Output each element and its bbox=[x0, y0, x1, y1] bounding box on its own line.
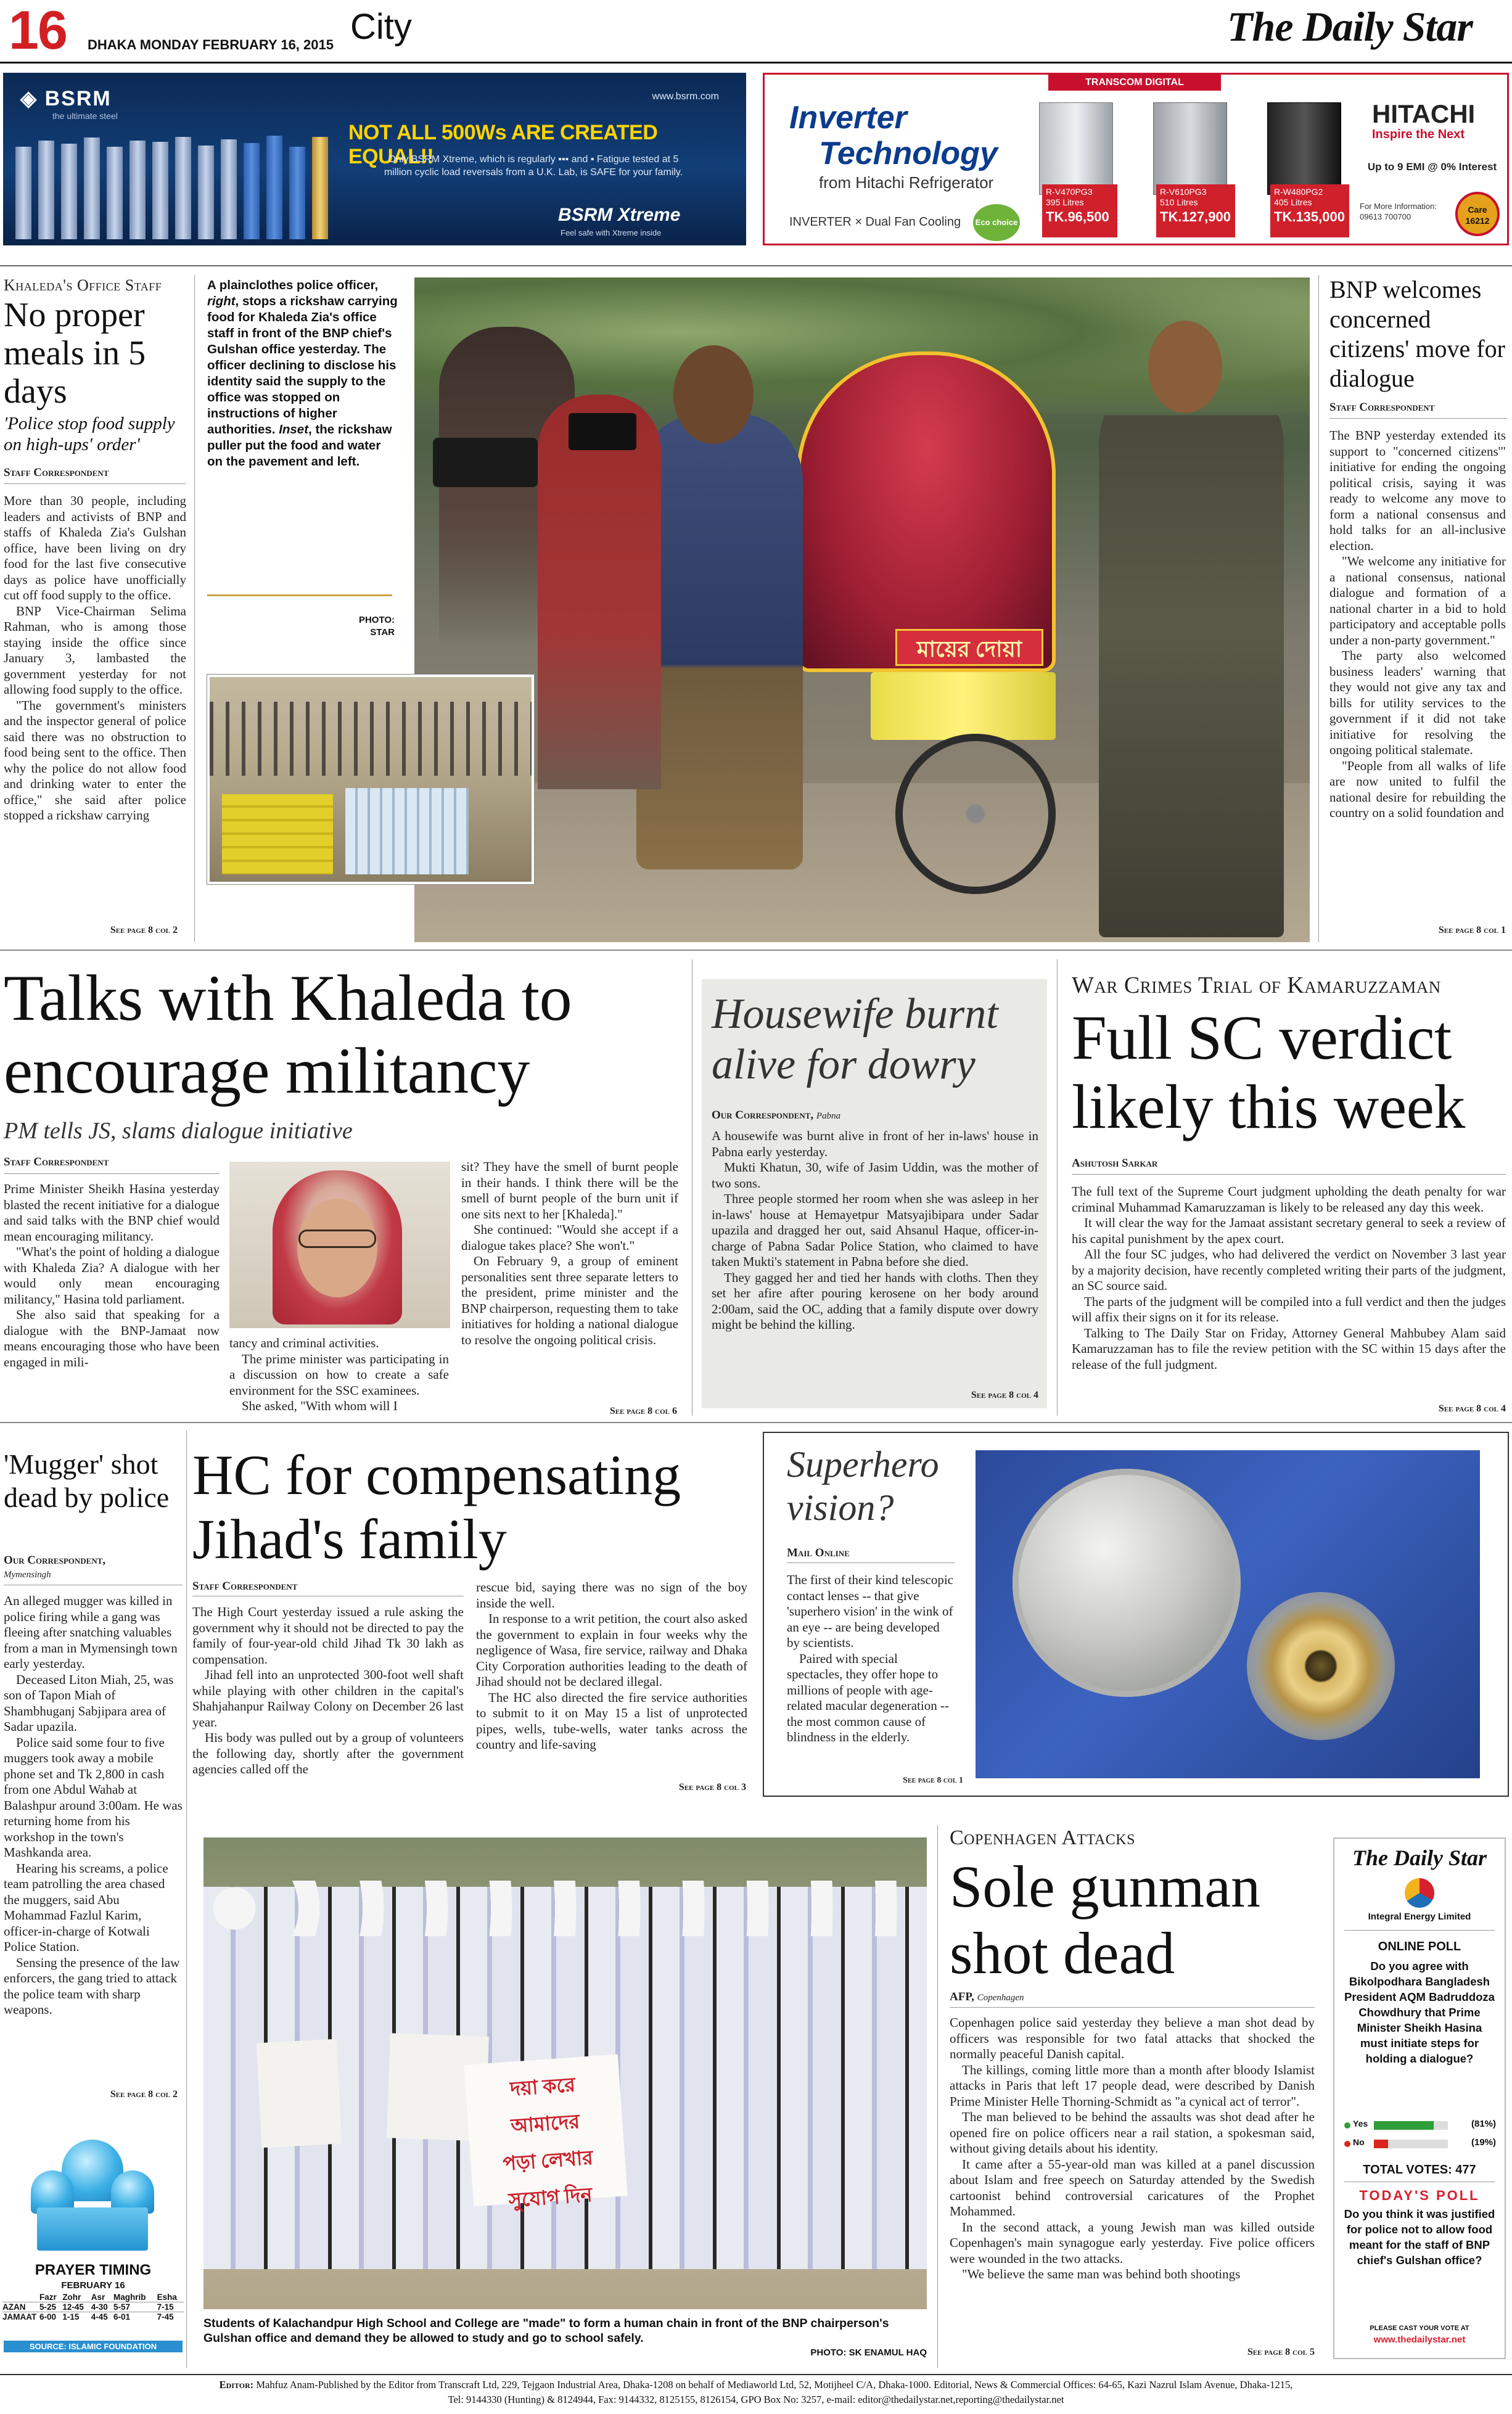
camera-2 bbox=[569, 413, 636, 450]
hitachi-ad[interactable] bbox=[763, 73, 1509, 245]
cameraman-2 bbox=[538, 395, 661, 789]
rickshaw-wheel bbox=[895, 734, 1056, 894]
portrait-glasses bbox=[298, 1230, 376, 1248]
footer-rule bbox=[0, 2374, 1512, 2375]
main-photo-caption bbox=[207, 277, 400, 470]
poll-yes-label: Yes bbox=[1353, 2119, 1368, 2129]
today-poll-title: TODAY'S POLL bbox=[1359, 2188, 1480, 2203]
meals-kicker: Khaleda's Office Staff bbox=[4, 276, 162, 294]
students-photo bbox=[203, 1837, 927, 2309]
placard-main bbox=[464, 2055, 627, 2212]
meals-byline: Staff Correspondent bbox=[4, 466, 109, 479]
copenhagen-headline: Sole gunman shot dead bbox=[950, 1854, 1260, 1986]
copenhagen-byline-rule bbox=[950, 2007, 1315, 2008]
sc-headline: Full SC verdict likely this week bbox=[1072, 1003, 1465, 1142]
bsrm-logo: ◈ BSRM bbox=[20, 87, 112, 110]
prayer-azan-row: AZAN 5-25 12-45 4-30 5-57 7-15 bbox=[2, 2302, 184, 2312]
poll-total: TOTAL VOTES: 477 bbox=[1363, 2163, 1476, 2177]
today-poll-question: Do you think it was justified for police not to allow food meant for the staff of BNP chief's Gulshan office? bbox=[1344, 2207, 1495, 2267]
bnp-byline-rule bbox=[1329, 418, 1507, 419]
portrait-face bbox=[297, 1199, 377, 1297]
inverter-title-1: Inverter bbox=[789, 100, 907, 136]
caption-text: A plainclothes police officer, bbox=[207, 278, 379, 292]
talks-col-3: sit? They have the smell of burnt people in their hands. I think there will be the smell of burnt people of the burn unit if one sits next to her [Khaleda]." She continued: "Would she accept if a dialogue takes place? She won't." On February 9, a group of eminent personalities sent three separate letters to the president, prime minister and the BNP chairperson, requesting them to take initiatives for holding a national dialogue to resolve the ongoing political crisis. bbox=[461, 1159, 678, 1347]
meals-deck: 'Police stop food supply on high-ups' order' bbox=[4, 414, 175, 454]
col-rule-4 bbox=[1057, 959, 1058, 1416]
housewife-jump[interactable]: See page 8 col 4 bbox=[971, 1390, 1038, 1400]
meals-headline: No proper meals in 5 days bbox=[4, 296, 146, 411]
housewife-headline: Housewife burnt alive for dowry bbox=[712, 990, 998, 1088]
poll-yes-track bbox=[1374, 2121, 1448, 2130]
caption-rule bbox=[207, 594, 392, 596]
bsrm-url: www.bsrm.com bbox=[652, 91, 719, 102]
poll-no-dot bbox=[1344, 2141, 1350, 2147]
prayer-table bbox=[2, 2293, 184, 2322]
mugger-byline: Our Correspondent, Mymensingh bbox=[4, 1554, 106, 1580]
superhero-jump[interactable]: See page 8 col 1 bbox=[903, 1776, 963, 1785]
bsrm-product: BSRM Xtreme bbox=[558, 205, 681, 225]
officer-head bbox=[1148, 321, 1222, 413]
poll-sponsor-rule bbox=[1344, 1930, 1495, 1931]
poll-question: Do you agree with Bikolpodhara Bangladesh President AQM Badruddoza Chowdhury that Prime Minister Sheikh Hasina must initiate steps for holding a dialogue? bbox=[1344, 1960, 1495, 2065]
prayer-title: PRAYER TIMING bbox=[35, 2262, 152, 2278]
page-number: 16 bbox=[9, 0, 67, 60]
superhero-headline: Superhero vision? bbox=[787, 1444, 939, 1528]
housewife-body: A housewife was burnt alive in front of her in-laws' house in Pabna early yesterday. Mukti Khatun, 30, wife of Jasim Uddin, was the mother of two sons. Three people stormed her room when she was asleep in her in-laws' house at Hemayetpur Matsyajibipara under Sadar upazila and dragged her out, said Ahsanul Haque, officer-in-charge of Pabna Sadar Police Station, who claimed to have taken Mukti's statement in Pabna before she died. They gagged her and tied her hands with cloths. Then they set her afire after pouring kerosene on her body around 2:00am, said the OC, adding that a family dispute over dowry might be behind the killing. bbox=[712, 1128, 1038, 1332]
hitachi-info: For More Information: 09613 700700 bbox=[1360, 202, 1437, 221]
superhero-body: The first of their kind telescopic contact lenses -- that give 'superhero vision' in the wink of an eye -- are being developed by scientists. Paired with special spectacles, they offer hope to millions of people with age-related macular degeneration -- the most common cause of blindness in the elderly. bbox=[787, 1572, 953, 1744]
quarter-coin bbox=[1013, 1469, 1241, 1697]
caption-text: , the rickshaw puller put the food and water on the pavement and left. bbox=[207, 422, 392, 469]
talks-deck: PM tells JS, slams dialogue initiative bbox=[4, 1118, 353, 1144]
rickshaw-painted-text: মায়ের দোয়া bbox=[895, 629, 1043, 666]
hc-col-1: The High Court yesterday issued a rule asking the government why it should not be directed to pay the family of four-year-old child Jihad Tk 30 lakh as compensation. Jihad fell into an unprotected 300-foot well shaft while playing with other children in the capital's Shahjahanpur Railway Colony on December 26 last year. His body was pulled out by a group of volunteers the following day, shortly after the government agencies called off the bbox=[192, 1604, 464, 1776]
fridge-2 bbox=[1153, 102, 1227, 195]
transcom-label: TRANSCOM DIGITAL bbox=[1048, 75, 1221, 91]
caption-emphasis: right bbox=[207, 294, 236, 308]
mosque-base bbox=[37, 2207, 148, 2251]
poll-yes-pct: (81%) bbox=[1471, 2119, 1496, 2129]
col-rule-2 bbox=[1318, 275, 1319, 942]
inverter-features: INVERTER × Dual Fan Cooling bbox=[789, 215, 961, 229]
poll-yes-dot bbox=[1344, 2122, 1350, 2129]
meals-byline-rule bbox=[4, 483, 186, 484]
sc-kicker: War Crimes Trial of Kamaruzzaman bbox=[1072, 972, 1441, 998]
hc-jump[interactable]: See page 8 col 3 bbox=[678, 1782, 746, 1792]
hc-headline: HC for compensating Jihad's family bbox=[192, 1443, 681, 1570]
rickshaw-hood bbox=[797, 351, 1056, 672]
mugger-headline: 'Mugger' shot dead by police bbox=[4, 1448, 170, 1513]
puller-head bbox=[673, 345, 754, 444]
placard-line-2: পড়া লেখার bbox=[502, 2146, 594, 2175]
inverter-title-2: Technology bbox=[819, 136, 998, 171]
poll-no-pct: (19%) bbox=[1471, 2137, 1496, 2148]
bnp-byline: Staff Correspondent bbox=[1329, 401, 1435, 414]
sc-byline-rule bbox=[1072, 1174, 1506, 1175]
meals-jump[interactable]: See page 8 col 2 bbox=[110, 925, 178, 935]
students-heads bbox=[203, 1881, 927, 1936]
poll-cast-url[interactable]: www.thedailystar.net bbox=[1373, 2334, 1466, 2345]
students-photo-credit: PHOTO: SK ENAMUL HAQ bbox=[810, 2347, 927, 2358]
officer-figure bbox=[1099, 370, 1284, 937]
hasina-portrait bbox=[229, 1162, 450, 1328]
col-rule-6 bbox=[937, 1825, 938, 2368]
talks-byline-rule bbox=[4, 1173, 220, 1174]
mugger-jump[interactable]: See page 8 col 2 bbox=[110, 2089, 178, 2100]
meals-body: More than 30 people, including leaders and activists of BNP and staffs of Khaleda Zia's Gulshan office, have been living on dry food for the last five consecutive days as police have unofficially cut off food supply to the office. BNP Vice-Chairman Selima Rahman, who is among those staying inside the office since January 3, lambasted the government yesterday for not allowing food supply to the office. "The government's ministers and the inspector general of police said there was no obstruction to food being sent to the office. Then why the police do not allow food and drinking water to enter the office," she said after police stopped a rickshaw carrying bbox=[4, 493, 186, 823]
telescopic-lens bbox=[1247, 1592, 1395, 1740]
row-rule-2 bbox=[0, 1422, 1512, 1423]
mosque-icon bbox=[25, 2103, 160, 2257]
paper-logo: The Daily Star bbox=[1227, 3, 1473, 50]
section-name: City bbox=[350, 7, 412, 47]
mugger-body: An alleged mugger was killed in police firing while a gang was fleeing after snatching valuables from a man in Mymensingh town early yesterday. Deceased Liton Miah, 25, was son of Tapon Miah of Shambhuganj Sabjipara area of Sadar upazila. Police said some four to five muggers took away a mobile phone set and Tk 2,800 in cash from one Abdul Wahab at Balashpur around 3:00am. He was returning home from his workshop in the town's Mashkanda area. Hearing his screams, a police team patrolling the area chased the muggers, said Abu Mohammad Fazlul Karim, officer-in-charge of Kotwali Police Station. Sensing the presence of the law enforcers, the gang tried to attack the police team with sharp weapons. bbox=[4, 1593, 183, 2017]
poll-cast-note: PLEASE CAST YOUR VOTE AT bbox=[1370, 2325, 1469, 2332]
poll-logo: The Daily Star bbox=[1352, 1845, 1487, 1870]
poll-sponsor: Integral Energy Limited bbox=[1368, 1911, 1471, 1922]
bsrm-tagline: the ultimate steel bbox=[52, 111, 118, 121]
caption-text: , stops a rickshaw carrying food for Khaleda Zia's office staff in front of the BNP chief's Gulshan office yesterday. The officer declining to disclose his identity said the supply to the office was stopped on instructions of higher authorities. bbox=[207, 294, 398, 437]
sponsor-logo-icon bbox=[1405, 1878, 1434, 1908]
inset-photo bbox=[207, 675, 534, 884]
placard-line-1: দয়া করে আমাদের bbox=[509, 2073, 581, 2137]
hc-byline: Staff Correspondent bbox=[192, 1580, 298, 1593]
copenhagen-byline: AFP, Copenhagen bbox=[950, 1990, 1024, 2003]
talks-col-2: tancy and criminal activities. The prime minister was participating in a discussion on how to create a safe environment for the SSC examinees. She asked, "With whom will I bbox=[229, 1336, 449, 1413]
hitachi-logo: HITACHI bbox=[1372, 99, 1476, 128]
placard-1 bbox=[257, 2039, 342, 2148]
row-rule-1 bbox=[0, 950, 1512, 951]
superhero-byline-rule bbox=[787, 1562, 955, 1563]
copenhagen-kicker: Copenhagen Attacks bbox=[950, 1826, 1135, 1849]
footer-imprint-2: Tel: 9144330 (Hunting) & 8124944, Fax: 9144332, 8125155, 8126154, GPO Box No: 3257, e-mail: editor@thedailystar.net,reporting@thedailystar.net bbox=[448, 2394, 1064, 2405]
talks-jump[interactable]: See page 8 col 6 bbox=[609, 1406, 677, 1416]
main-photo-credit: PHOTO: STAR bbox=[358, 615, 395, 638]
col-rule-5 bbox=[186, 1431, 187, 2368]
contact-lens-photo bbox=[976, 1450, 1480, 1778]
hitachi-tagline: Inspire the Next bbox=[1372, 128, 1465, 141]
model-tag-3: R-W480PG2 405 Litres TK.135,000 bbox=[1270, 184, 1349, 237]
bsrm-product-tag: Feel safe with Xtreme inside bbox=[561, 228, 662, 237]
model-tag-1: R-V470PG3 395 Litres TK.96,500 bbox=[1042, 184, 1117, 237]
masthead-rule bbox=[0, 62, 1512, 64]
students-caption: Students of Kalachandpur High School and College are "made" to form a human chain in front of the BNP chairperson's Gulshan office and demand they be allowed to study and go to school safely. PHOTO: SK ENAMUL HAQ bbox=[203, 2316, 927, 2360]
inset-railing bbox=[210, 702, 534, 776]
poll-no-row bbox=[1344, 2137, 1496, 2152]
copenhagen-body: Copenhagen police said yesterday they believe a man shot dead by officers was responsible for two fatal attacks that shocked the normally peaceful Danish capital. The killings, coming little more than a month after bloody Islamist attacks in Paris that left 17 people dead, were described by Danish Prime Minister Helle Thorning-Schmidt as "a cynical act of terror". The man believed to be behind the assaults was shot dead after he opened fire on police officers near a rail station, a spokesman said, without giving details about his identity. It came after a 55-year-old man was killed at a panel discussion about Islam and free speech on Saturday attended by the Swedish cartoonist behind controversial caricatures of the Prophet Mohammed. In the second attack, a young Jewish man was killed outside Copenhagen's main synagogue early yesterday. Five police officers were wounded in the two attacks. "We believe the same man was behind both shootings bbox=[950, 2015, 1315, 2281]
prayer-header-row: Fazr Zohr Asr Maghrib Esha bbox=[39, 2293, 177, 2302]
bsrm-headline: NOT ALL 500Ws ARE CREATED EQUAL!! bbox=[348, 121, 658, 168]
sc-body: The full text of the Supreme Court judgment upholding the death penalty for war criminal Muhammad Kamaruzzaman is likely to be released any day this week. It will clear the way for the Jamaat assistant secretary general to seek a review of his capital punishment by the apex court. All the four SC judges, who had delivered the verdict on November 3 last year by a majority decision, have recently completed writing their parts of the judgment, an SC source said. The parts of the judgment will be compiled into a full verdict and then the judges will affix their signs on it for its release. Talking to The Daily Star on Friday, Attorney General Mahbubey Alam said Kamaruzzaman has to file the review petition with the SC within 15 days after the release of the full judgment. bbox=[1072, 1184, 1506, 1372]
inverter-subtitle: from Hitachi Refrigerator bbox=[819, 173, 994, 192]
housewife-byline: Our Correspondent, Pabna bbox=[712, 1109, 841, 1122]
rickshaw-photo bbox=[414, 277, 1310, 942]
poll-title: ONLINE POLL bbox=[1378, 1940, 1461, 1953]
poll-no-label: No bbox=[1353, 2137, 1365, 2147]
talks-byline: Staff Correspondent bbox=[4, 1156, 109, 1168]
dateline: DHAKA MONDAY FEBRUARY 16, 2015 bbox=[88, 37, 334, 52]
model-tag-2: R-V610PG3 510 Litres TK.127,900 bbox=[1156, 184, 1235, 237]
camera-1 bbox=[433, 438, 538, 487]
superhero-byline: Mail Online bbox=[787, 1546, 850, 1559]
ad-bottom-rule bbox=[0, 265, 1512, 266]
talks-headline: Talks with Khaleda to encourage militancy bbox=[4, 962, 572, 1107]
prayer-source: SOURCE: ISLAMIC FOUNDATION bbox=[4, 2341, 183, 2352]
prayer-jamaat-row: JAMAAT 6-00 1-15 4-45 6-01 7-45 bbox=[2, 2312, 184, 2322]
bnp-jump[interactable]: See page 8 col 1 bbox=[1438, 925, 1506, 935]
bsrm-ad[interactable] bbox=[3, 73, 746, 245]
hc-col-2: rescue bid, saying there was no sign of the boy inside the well. In response to a writ petition, the court also asked the government to explain in four weeks why the negligence of Wasa, fire service, railway and Dhaka City Corporation authorities leading to the death of Jihad should not be declared illegal. The HC also directed the fire service authorities to submit to it on May 15 a list of unprotected pipes, wells, tube-wells, water tanks across the country and life-saving bbox=[476, 1580, 747, 1752]
prayer-date: FEBRUARY 16 bbox=[61, 2280, 125, 2291]
bnp-headline: BNP welcomes concerned citizens' move for dialogue bbox=[1329, 276, 1505, 392]
fridge-3 bbox=[1267, 102, 1341, 195]
poll-no-track bbox=[1374, 2140, 1448, 2148]
pencil-bars bbox=[15, 128, 336, 239]
care-badge: Care 16212 bbox=[1455, 192, 1500, 236]
sc-byline: Ashutosh Sarkar bbox=[1072, 1157, 1158, 1170]
rickshaw-seat-goods bbox=[871, 672, 1056, 740]
talks-col-1: Prime Minister Sheikh Hasina yesterday blasted the recent initiative for a dialogue and said talks with the BNP chief would mean encouraging militancy. "What's the point of holding a dialogue with Khaleda Zia? A dialogue with her would only mean encouraging militancy," Hasina told parliament. She also said that speaking for a dialogue with the BNP-Jamaat now means encouraging those who have been engaged in mili- bbox=[4, 1181, 220, 1369]
puller-figure bbox=[636, 413, 803, 869]
copenhagen-jump[interactable]: See page 8 col 5 bbox=[1247, 2347, 1315, 2357]
inset-water-bottles bbox=[345, 788, 469, 874]
fridge-1 bbox=[1039, 102, 1113, 195]
caption-emphasis: Inset bbox=[279, 422, 309, 437]
poll-no-bar bbox=[1374, 2140, 1388, 2148]
col-rule-1 bbox=[194, 275, 195, 942]
emi-offer: Up to 9 EMI @ 0% Interest bbox=[1367, 161, 1497, 173]
footer-imprint-1: Editor: Mahfuz Anam-Published by the Editor from Transcraft Ltd, 229, Tejgaon Industrial Area, Dhaka-1208 on behalf of Mediaworld Ltd, 52, Motijheel C/A, Dhaka-1000. Editorial, News & Commercial Offices: 64-65, Kazi Nazrul Islam Avenue, Dhaka-1215, bbox=[219, 2379, 1293, 2391]
poll-yes-bar bbox=[1374, 2121, 1434, 2130]
bnp-body: The BNP yesterday extended its support to "concerned citizens'" initiative for ending the ongoing political crisis, saying it was ready to welcome any move to form a national consensus and hold talks for an all-inclusive election. "We welcome any initiative for a national consensus, national dialogue and formation of a national charter in a bid to hold participatory and acceptable polls under a non-party government." The party also welcomed business leaders' warning that they would not give any tax and bills for utility services to the government if it did not take initiative for resolving the ongoing political stalemate. "People from all walks of life are now united to fulfil the national desire for rebuilding the country on a solid foundation and bbox=[1329, 428, 1506, 820]
sc-jump[interactable]: See page 8 col 4 bbox=[1438, 1403, 1506, 1414]
poll-yes-row bbox=[1344, 2119, 1496, 2133]
bsrm-body: Only BSRM Xtreme, which is regularly ▪▪▪ and ▪ Fatigue tested at 5 million cyclic load reversals from a U.K. Lab, is SAFE for your family. bbox=[384, 154, 683, 178]
inset-food-packets bbox=[222, 794, 333, 874]
eco-badge: Eco choice bbox=[973, 204, 1020, 241]
placard-line-3: সুযোগ দিন bbox=[507, 2183, 593, 2212]
